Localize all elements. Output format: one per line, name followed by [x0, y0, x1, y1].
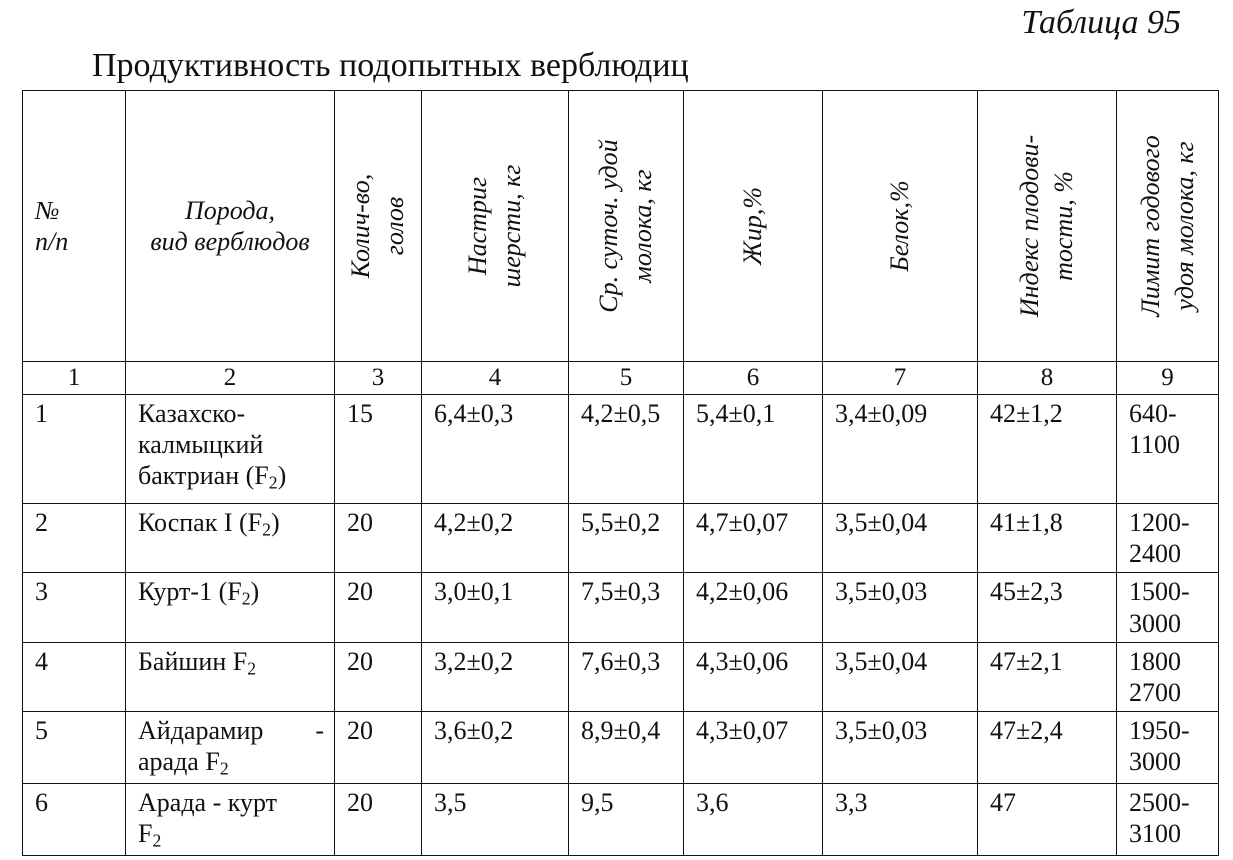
- cell-fertility: 42±1,2: [978, 395, 1117, 504]
- column-number: 2: [126, 362, 335, 395]
- cell-milk: 5,5±0,2: [569, 504, 684, 573]
- cell-fat: 4,3±0,06: [684, 642, 823, 711]
- cell-count: 20: [335, 783, 422, 855]
- table-row: [23, 573, 1219, 642]
- cell-limit: 640- 1100: [1117, 395, 1219, 504]
- cell-fat: 5,4±0,1: [684, 395, 823, 504]
- table-title: Продуктивность подопытных верблюдиц: [92, 47, 689, 84]
- cell-count: 20: [335, 504, 422, 573]
- cell-fertility: 47±2,1: [978, 642, 1117, 711]
- cell-wool: 4,2±0,2: [422, 504, 569, 573]
- header-col-number: № п/п: [23, 91, 126, 362]
- cell-fertility: 47: [978, 783, 1117, 855]
- column-number: 3: [335, 362, 422, 395]
- cell-limit: 1950- 3000: [1117, 712, 1219, 784]
- cell-number: 5: [23, 712, 126, 784]
- cell-fertility: 41±1,8: [978, 504, 1117, 573]
- cell-breed: Коспак I $(F_2)$: [126, 504, 335, 573]
- column-number: 5: [569, 362, 684, 395]
- column-number: 8: [978, 362, 1117, 395]
- table-row: [23, 395, 1219, 504]
- header-col-count: Колич-во, голов: [335, 91, 422, 362]
- cell-protein: 3,5±0,03: [823, 712, 978, 784]
- cell-count: 15: [335, 395, 422, 504]
- table-row: [23, 504, 1219, 573]
- column-number: 4: [422, 362, 569, 395]
- cell-breed: Курт-1 $(F_2)$: [126, 573, 335, 642]
- productivity-table: [22, 90, 1219, 856]
- header-col-breed: Порода, вид верблюдов: [126, 91, 335, 362]
- cell-breed: Арада - курт $F_2$: [126, 783, 335, 855]
- cell-milk: 8,9±0,4: [569, 712, 684, 784]
- cell-number: 4: [23, 642, 126, 711]
- cell-number: 1: [23, 395, 126, 504]
- table-row: [23, 642, 1219, 711]
- header-col-fertility: Индекс плодови- тости, %: [978, 91, 1117, 362]
- header-col-fat: Жир,%: [684, 91, 823, 362]
- cell-wool: 3,6±0,2: [422, 712, 569, 784]
- header-col-wool: Настриг шерсти, кг: [422, 91, 569, 362]
- column-number: 9: [1117, 362, 1219, 395]
- table-number: Таблица 95: [1021, 4, 1181, 41]
- cell-wool: 3,2±0,2: [422, 642, 569, 711]
- table-row: [23, 783, 1219, 855]
- cell-fat: 4,7±0,07: [684, 504, 823, 573]
- cell-fat: 4,3±0,07: [684, 712, 823, 784]
- header-col-milk: Ср. суточ. удой молока, кг: [569, 91, 684, 362]
- cell-fertility: 45±2,3: [978, 573, 1117, 642]
- cell-count: 20: [335, 573, 422, 642]
- header-col-protein: Белок,%: [823, 91, 978, 362]
- cell-wool: 3,5: [422, 783, 569, 855]
- cell-wool: 3,0±0,1: [422, 573, 569, 642]
- cell-fat: 3,6: [684, 783, 823, 855]
- cell-limit: 2500- 3100: [1117, 783, 1219, 855]
- cell-protein: 3,5±0,04: [823, 642, 978, 711]
- cell-fat: 4,2±0,06: [684, 573, 823, 642]
- column-number: 7: [823, 362, 978, 395]
- column-number: 6: [684, 362, 823, 395]
- cell-fertility: 47±2,4: [978, 712, 1117, 784]
- cell-protein: 3,5±0,03: [823, 573, 978, 642]
- cell-milk: 7,6±0,3: [569, 642, 684, 711]
- cell-protein: 3,5±0,04: [823, 504, 978, 573]
- cell-protein: 3,4±0,09: [823, 395, 978, 504]
- cell-limit: 1500- 3000: [1117, 573, 1219, 642]
- cell-number: 2: [23, 504, 126, 573]
- cell-limit: 1800 2700: [1117, 642, 1219, 711]
- cell-count: 20: [335, 712, 422, 784]
- cell-number: 6: [23, 783, 126, 855]
- cell-protein: 3,3: [823, 783, 978, 855]
- cell-breed: Байшин $F_2$: [126, 642, 335, 711]
- header-row: [23, 91, 1219, 362]
- cell-milk: 7,5±0,3: [569, 573, 684, 642]
- cell-milk: 9,5: [569, 783, 684, 855]
- cell-milk: 4,2±0,5: [569, 395, 684, 504]
- cell-wool: 6,4±0,3: [422, 395, 569, 504]
- table-row: [23, 712, 1219, 784]
- cell-number: 3: [23, 573, 126, 642]
- column-number-row: [23, 362, 1219, 395]
- column-number: 1: [23, 362, 126, 395]
- cell-count: 20: [335, 642, 422, 711]
- cell-breed: Казахско- калмыцкий бактриан $(F_2)$: [126, 395, 335, 504]
- cell-limit: 1200- 2400: [1117, 504, 1219, 573]
- cell-breed: Айдарамир - арада $F_2$: [126, 712, 335, 784]
- header-col-limit: Лимит годового удоя молока, кг: [1117, 91, 1219, 362]
